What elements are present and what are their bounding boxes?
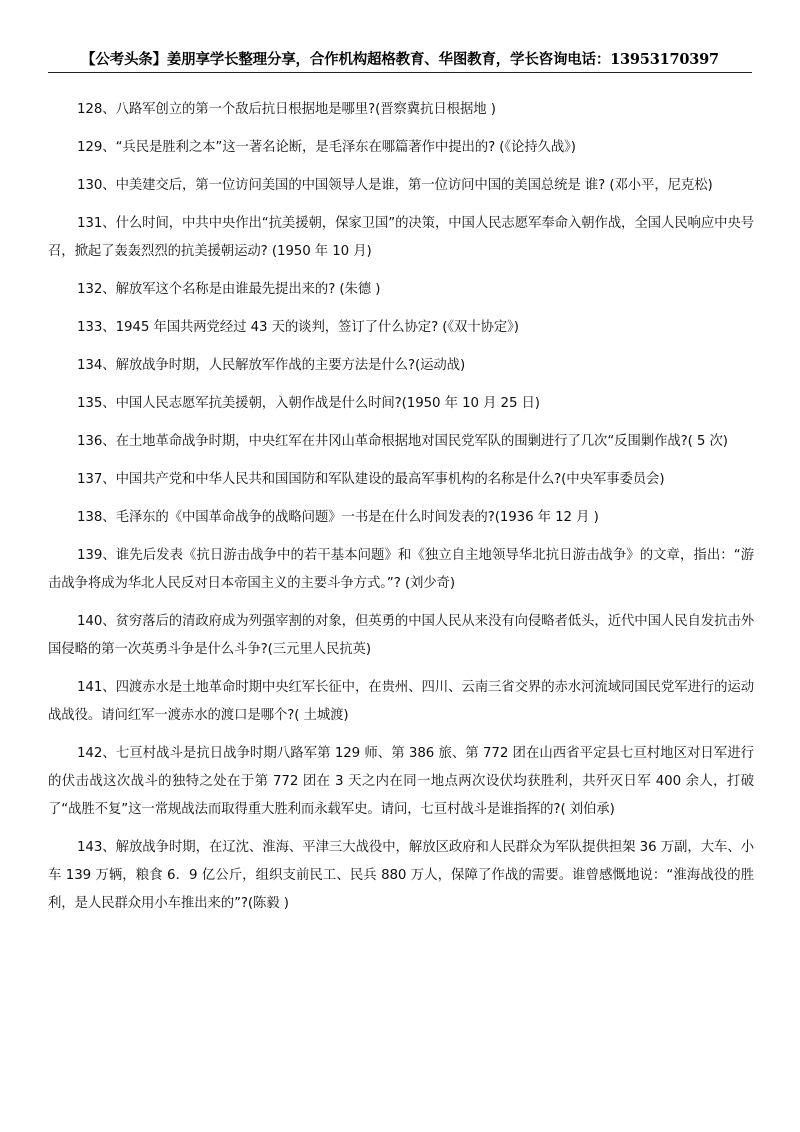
question-133 xyxy=(48,314,754,342)
question-number: 136、 xyxy=(77,434,116,449)
answer-text: (《双十协定》) xyxy=(442,320,519,335)
question-140 xyxy=(48,608,754,664)
question-text: 解放军这个名称是由谁最先提出来的? xyxy=(115,282,340,297)
question-text: “兵民是胜利之本”这一著名论断，是毛泽东在哪篇著作中提出的? xyxy=(115,140,500,155)
question-text: 解放战争时期，在辽沈、淮海、平津三大战役中，解放区政府和人民群众为军队提供担架 36 万副，大车、小车 139 万辆，粮食 6．9 亿公斤，组织支前民工、民兵 880 万人，保障了作战的需要。谁曾感慨地说：“淮海战役的胜利，是人民群众用小车推出来的”? xyxy=(48,840,754,911)
question-143 xyxy=(48,834,754,918)
question-number: 134、 xyxy=(77,358,116,373)
question-number: 143、 xyxy=(77,840,116,855)
answer-text: (1936 年 12 月 ) xyxy=(494,510,599,525)
question-text: 中国人民志愿军抗美援朝，入朝作战是什么时间? xyxy=(115,396,402,411)
question-text: 八路军创立的第一个敌后抗日根据地是哪里? xyxy=(115,102,376,117)
answer-text: ( 5 次) xyxy=(687,434,728,449)
answer-text: (1950 年 10 月 25 日) xyxy=(401,396,540,411)
question-number: 141、 xyxy=(77,680,116,695)
question-text: 在土地革命战争时期，中央红军在井冈山革命根据地对国民党军队的围剿进行了几次“反围剿作战? xyxy=(115,434,688,449)
question-number: 130、 xyxy=(77,178,116,193)
question-129 xyxy=(48,134,754,162)
question-text: 中美建交后，第一位访问美国的中国领导人是谁，第一位访问中国的美国总统是 谁? xyxy=(115,178,610,193)
question-text: 解放战争时期，人民解放军作战的主要方法是什么? xyxy=(115,358,415,373)
question-number: 132、 xyxy=(77,282,116,297)
question-number: 128、 xyxy=(77,102,116,117)
question-number: 135、 xyxy=(77,396,116,411)
answer-text: (邓小平，尼克松) xyxy=(609,178,713,193)
question-text: 谁先后发表《抗日游击战争中的若干基本问题》和《独立自主地领导华北抗日游击战争》的文章，指出：“游击战争将成为华北人民反对日本帝国主义的主要斗争方式。”? xyxy=(48,548,754,591)
question-135 xyxy=(48,390,754,418)
question-text: 1945 年国共两党经过 43 天的谈判，签订了什么协定? xyxy=(115,320,443,335)
question-131 xyxy=(48,210,754,266)
question-number: 138、 xyxy=(77,510,116,525)
question-text: 毛泽东的《中国革命战争的战略问题》一书是在什么时间发表的? xyxy=(115,510,495,525)
question-number: 139、 xyxy=(77,548,116,563)
page-header: 【公考头条】姜朋享学长整理分享，合作机构超格教育、华图教育，学长咨询电话：13953170397 xyxy=(81,51,719,68)
question-132 xyxy=(48,276,754,304)
answer-text: (《论持久战》) xyxy=(499,140,576,155)
document-body xyxy=(48,96,754,928)
question-128 xyxy=(48,96,754,124)
answer-text: (刘少奇) xyxy=(404,576,455,591)
question-141 xyxy=(48,674,754,730)
question-number: 131、 xyxy=(77,216,116,231)
answer-text: (中央军事委员会) xyxy=(561,472,665,487)
answer-text: (1950 年 10 月) xyxy=(271,244,372,259)
answer-text: (陈毅 ) xyxy=(247,896,289,911)
question-number: 129、 xyxy=(77,140,116,155)
answer-text: ( 土城渡) xyxy=(294,708,349,723)
answer-text: (三元里人民抗英) xyxy=(267,642,371,657)
question-text: 什么时间，中共中央作出“抗美援朝，保家卫国”的决策，中国人民志愿军奉命入朝作战，全国人民响应中央号召，掀起了轰轰烈烈的抗美援朝运动? xyxy=(48,216,754,259)
question-138 xyxy=(48,504,754,532)
question-139 xyxy=(48,542,754,598)
question-text: 四渡赤水是土地革命时期中央红军长征中，在贵州、四川、云南三省交界的赤水河流域同国民党军进行的运动战战役。请问红军一渡赤水的渡口是哪个? xyxy=(48,680,754,723)
question-number: 140、 xyxy=(77,614,116,629)
question-number: 137、 xyxy=(77,472,116,487)
question-number: 142、 xyxy=(77,746,116,761)
header-rule xyxy=(48,72,752,73)
question-number: 133、 xyxy=(77,320,116,335)
answer-text: (朱德 ) xyxy=(339,282,381,297)
answer-text: ( 刘伯承) xyxy=(560,802,615,817)
question-130 xyxy=(48,172,754,200)
question-text: 中国共产党和中华人民共和国国防和军队建设的最高军事机构的名称是什么? xyxy=(115,472,562,487)
question-134 xyxy=(48,352,754,380)
question-text: 七亘村战斗是抗日战争时期八路军第 129 师、第 386 旅、第 772 团在山西省平定县七亘村地区对日军进行的伏击战这次战斗的独特之处在于第 772 团在 3 天之内在同一地点两次设伏均获胜利，共歼灭日军 400 余人，打破了“战胜不复”这一常规战法而取得重大胜利而永载军史。请问，七亘村战斗是谁指挥的? xyxy=(48,746,754,817)
question-142 xyxy=(48,740,754,824)
answer-text: (运动战) xyxy=(414,358,466,373)
question-text: 贫穷落后的清政府成为列强宰割的对象，但英勇的中国人民从来没有向侵略者低头，近代中国人民自发抗击外国侵略的第一次英勇斗争是什么斗争? xyxy=(48,614,754,657)
question-136 xyxy=(48,428,754,456)
answer-text: (晋察冀抗日根据地 ) xyxy=(375,102,496,117)
question-137 xyxy=(48,466,754,494)
